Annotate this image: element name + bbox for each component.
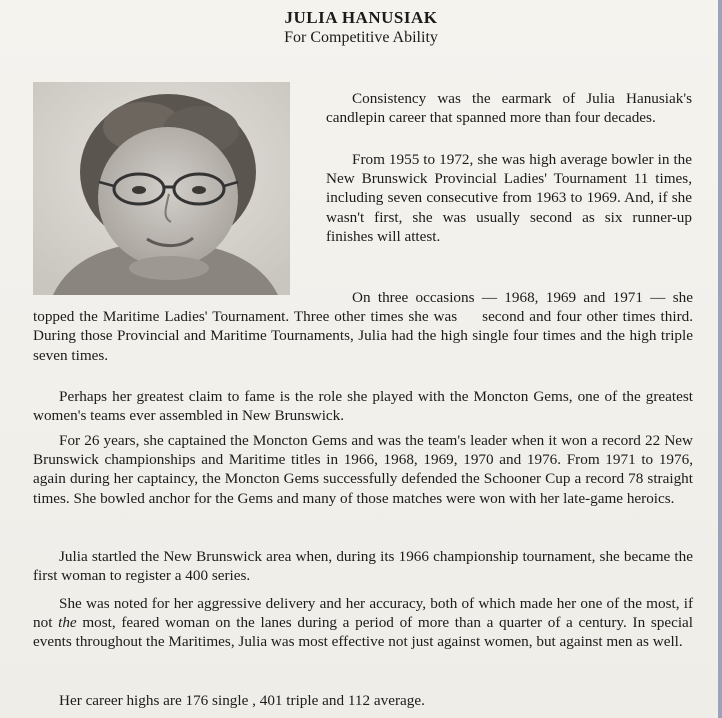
paragraph-1: Consistency was the earmark of Julia Hanusiak's candlepin career that spanned more than four decades.	[326, 90, 692, 127]
paragraph-3-flow	[33, 288, 693, 365]
paragraph-3-text-b: second and four other times third. During those Provincial and Maritime Tournaments, Julia had the high single four times and the high triple seven times.	[33, 308, 694, 364]
paragraph-2: From 1955 to 1972, she was high average bowler in the New Brunswick Provincial Ladies' Tournament 11 times, including seven consecutive from 1963 to 1969. And, if she wasn't first, she was usually second as six runner-up finishes will attest.	[326, 151, 692, 245]
paragraph-5: For 26 years, she captained the Moncton Gems and was the team's leader when it won a record 22 New Brunswick championships and Maritime titles in 1966, 1968, 1969, 1970 and 1976. From 1971 to 1976, again during her captaincy, the Moncton Gems successfully defended the Schooner Cup a record 78 straight times. She bowled anchor for the Gems and many of those matches were won with her late-game heroics.	[33, 432, 693, 507]
paragraph-4: Perhaps her greatest claim to fame is the role she played with the Moncton Gems, one of the greatest women's teams ever assembled in New Brunswick.	[33, 388, 693, 425]
paragraph-8: Her career highs are 176 single , 401 triple and 112 average.	[59, 692, 425, 709]
paragraph-7-part-a: She was noted for her aggressive delivery and her accuracy, both of which made her one of the most, if not	[33, 595, 693, 632]
paragraph-6: Julia startled the New Brunswick area when, during its 1966 championship tournament, she became the first woman to register a 400 series.	[33, 548, 693, 585]
portrait-photo	[33, 82, 290, 295]
page-title: JULIA HANUSIAK	[284, 8, 438, 27]
paragraph-7-part-b: most, feared woman on the lanes during a period of more than a quarter of a century. In special events throughout the Maritimes, Julia was most effective not just against women, but against men as well.	[33, 614, 694, 651]
paragraph-3-text-a-flow: On three occasions — 1968, 1969 and 1971 — she topped the Maritime Ladies' Tournament. Three other times she was	[33, 289, 693, 326]
page-subtitle: For Competitive Ability	[284, 29, 438, 46]
header	[0, 8, 722, 48]
paragraph-7	[33, 594, 693, 652]
paragraph-7-emphasis: the	[58, 614, 77, 632]
